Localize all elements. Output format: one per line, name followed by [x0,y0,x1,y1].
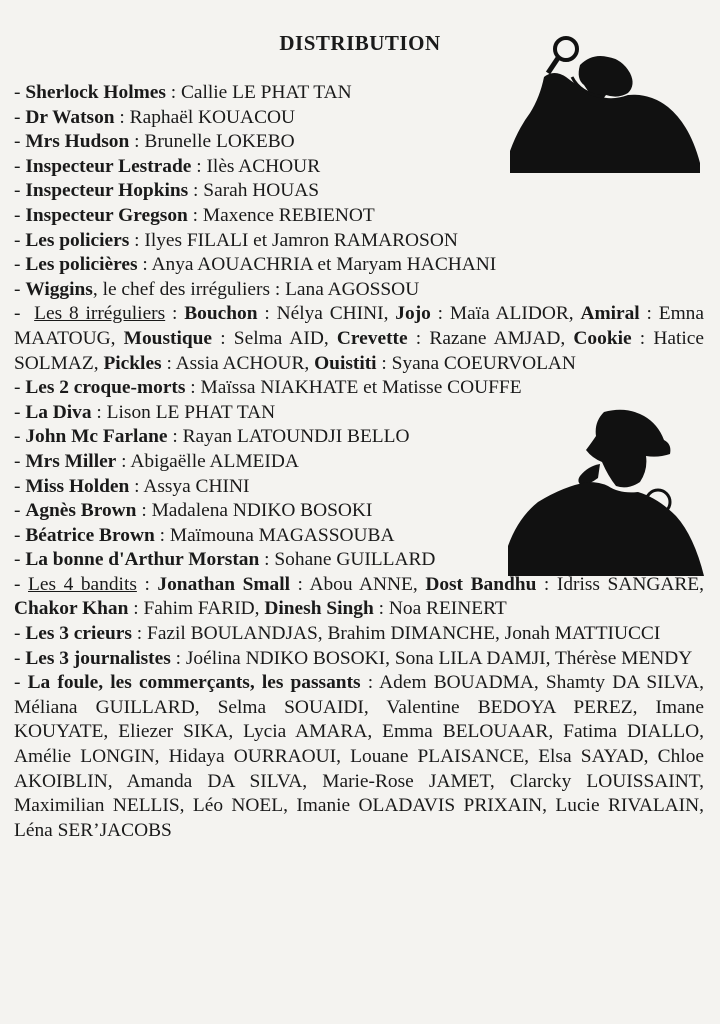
actor-names: Madalena NDIKO BOSOKI [151,500,373,522]
role-name: La Diva [25,401,92,423]
actor-names: Ilès ACHOUR [206,155,321,177]
cast-entry: - Mrs Hudson : Brunelle LOKEBO [14,131,295,153]
role-name: Inspecteur Gregson [25,204,188,226]
actor-names: Anya AOUACHRIA et Maryam HACHANI [151,254,497,276]
actor-names: Fazil BOULANDJAS, Brahim DIMANCHE, Jonah MATTIUCCI [147,623,661,645]
cast-entry: - Les 3 journalistes : Joélina NDIKO BOSOKI, Sona LILA DAMJI, Thérèse MENDY [14,647,693,669]
actor-names: Callie LE PHAT TAN [180,82,352,103]
cast-entry: - Inspecteur Gregson : Maxence REBIENOT [14,204,375,226]
actor-names: Sarah HOUAS [203,180,320,202]
actor-names: Maxence REBIENOT [202,204,375,226]
actor-names: Raphaël KOUACOU [129,106,296,128]
cast-entry: - Sherlock Holmes : Callie LE PHAT TAN [14,82,352,103]
cast-entry: - Inspecteur Hopkins : Sarah HOUAS [14,180,320,202]
role-name: Sherlock Holmes [25,82,166,103]
cast-entry: - Dr Watson : Raphaël KOUACOU [14,106,296,128]
role-name: Inspecteur Lestrade [25,155,192,177]
program-page: ​ DISTRIBUTION - Sherlock Holmes : Callie LE PHAT TAN - Dr Watson : Raphaël KOUACOU - Mrs Hudson : Brunelle LOKEBO - Inspecteur Lestrade : Ilès ACHOUR - Inspecteur Hopkins : Sarah HOUAS - Inspecteur Gregson : Maxence REBIENOT - Les policiers : Ilyes FILALI et Jamron RAMAROSON - Les policières : Anya AOUACHRIA et Maryam HACHANI - Wiggins, le chef des irréguliers : Lana AGOSSOU - Les 8 irréguliers : Bouchon : Nélya CHINI, Jojo : Maïa ALIDOR, Amiral : Emna MAATOUG, Moustique : Selma AID, Crevette : Razane AMJAD, Cookie : Hatice SOLMAZ, Pickles : Assia ACHOUR, Ouistiti : Syana COEURVOLAN - Les 2 croque-morts : Maïssa NIAKHATE et Matisse COUFFE - La Diva : Lison LE PHAT TAN - John Mc Farlane : Rayan LATOUNDJI BELLO - Mrs Miller : Abigaëlle ALMEIDA - Miss Holden : Assya CHINI - Agnès Brown : Madalena NDIKO BOSOKI - Béatrice Brown : Maïmouna MAGASSOUBA - La bonne d'Arthur Morstan : Sohane GUILLARD - Les 4 bandits : Jonathan Small : Abou ANNE, Dost Bandhu : Idriss SANGARE, Chakor Khan : Fahim FARID, Dinesh Singh : Noa REINERT - Les 3 crieurs : Fazil BOULANDJAS, Brahim DIMANCHE, Jonah MATTIUCCI - Les 3 journalistes : Joélina NDIKO BOSOKI, Sona LILA DAMJI, Thérèse MENDY - La foule, les commerçants, les passants : Adem BOUADMA, Shamty DA SILVA, Méliana GUILLARD, Selma SOUAIDI, Valentine BEDOYA PEREZ, Imane KOUYATE, Eliezer SIKA, Lycia AMARA, Emma BELOUAAR, Fatima DIALLO, Amélie LONGIN, Hidaya OURRAOUI, Louane PLAISANCE, Elsa SAYAD, Chloe AKOIBLIN, Amanda DA SILVA, Marie-Rose JAMET, Clarcky LOUISSAINT, Maximilian NELLIS, Léo NOEL, Imanie OLADAVIS PRIXAIN, Lucie RIVALAIN, Léna SER’JACOBS [0,0,720,1024]
cast-list [14,81,704,843]
actor-names: Joélina NDIKO BOSOKI, Sona LILA DAMJI, Thérèse MENDY [185,647,693,669]
bandits-entry: - Les 4 bandits : Jonathan Small : Abou ANNE, Dost Bandhu : Idriss SANGARE, Chakor Khan : Fahim FARID, Dinesh Singh : Noa REINERT [14,573,704,620]
role-name: Béatrice Brown [25,524,155,546]
actor-names: Rayan LATOUNDJI BELLO [182,426,410,448]
role-name: Agnès Brown [25,500,137,522]
cast-entry: - Wiggins, le chef des irréguliers : Lana AGOSSOU [14,278,420,300]
actor-names: Lison LE PHAT TAN [106,401,276,423]
role-name: Les 2 croque-morts [25,377,186,399]
role-name: Les 3 crieurs [25,623,132,645]
role-name: Inspecteur Hopkins [25,180,189,202]
cast-entry: - Agnès Brown : Madalena NDIKO BOSOKI [14,500,373,522]
role-name: Les policières [25,254,138,276]
actor-names: Sohane GUILLARD [274,549,436,571]
actor-names: Abigaëlle ALMEIDA [130,450,299,472]
role-name: La foule, les commerçants, les passants [27,672,361,694]
cast-entry: - Béatrice Brown : Maïmouna MAGASSOUBA [14,524,395,546]
role-name: Mrs Hudson [25,131,130,153]
cast-entry: - La Diva : Lison LE PHAT TAN [14,401,276,423]
role-name: La bonne d'Arthur Morstan [25,549,260,571]
cast-entry: - Miss Holden : Assya CHINI [14,475,250,497]
cast-entry: - Les 3 crieurs : Fazil BOULANDJAS, Brahim DIMANCHE, Jonah MATTIUCCI [14,623,661,645]
role-name: Les 3 journalistes [25,647,171,669]
cast-entry: - Les policiers : Ilyes FILALI et Jamron RAMAROSON [14,229,458,251]
cast-entry: - Mrs Miller : Abigaëlle ALMEIDA [14,450,299,472]
cast-entry: - Les policières : Anya AOUACHRIA et Maryam HACHANI [14,254,497,276]
role-name: Dr Watson [25,106,115,128]
actor-names: Maïssa NIAKHATE et Matisse COUFFE [200,377,522,399]
actor-names: Ilyes FILALI et Jamron RAMAROSON [144,229,458,251]
irreguliers-entry: - Les 8 irréguliers : Bouchon : Nélya CHINI, Jojo : Maïa ALIDOR, Amiral : Emna MAATOUG, Moustique : Selma AID, Crevette : Razane AMJAD, Cookie : Hatice SOLMAZ, Pickles : Assia ACHOUR, Ouistiti : Syana COEURVOLAN [14,303,704,374]
cast-entry: - La foule, les commerçants, les passants : Adem BOUADMA, Shamty DA SILVA, Méliana GUILLARD, Selma SOUAIDI, Valentine BEDOYA PEREZ, Imane KOUYATE, Eliezer SIKA, Lycia AMARA, Emma BELOUAAR, Fatima DIALLO, Amélie LONGIN, Hidaya OURRAOUI, Louane PLAISANCE, Elsa SAYAD, Chloe AKOIBLIN, Amanda DA SILVA, Marie-Rose JAMET, Clarcky LOUISSAINT, Maximilian NELLIS, Léo NOEL, Imanie OLADAVIS PRIXAIN, Lucie RIVALAIN, Léna SER’JACOBS [14,672,704,841]
role-name: Mrs Miller [25,450,117,472]
role-name: John Mc Farlane [25,426,168,448]
actor-names: le chef des irréguliers : Lana AGOSSOU [102,278,420,300]
actor-names: Brunelle LOKEBO [144,131,295,153]
cast-entry: - La bonne d'Arthur Morstan : Sohane GUILLARD [14,549,436,571]
role-name: Les policiers [25,229,130,251]
cast-entry: - John Mc Farlane : Rayan LATOUNDJI BELLO [14,426,410,448]
page-title: DISTRIBUTION [279,31,441,55]
actor-names: Assya CHINI [143,475,250,497]
role-name: Wiggins [25,278,93,300]
cast-entry: - Inspecteur Lestrade : Ilès ACHOUR [14,155,321,177]
group-label: Les 8 irréguliers [34,303,166,325]
actor-names: Maïmouna MAGASSOUBA [169,524,395,546]
role-name: Miss Holden [25,475,130,497]
actor-names: Adem BOUADMA, Shamty DA SILVA, Méliana GUILLARD, Selma SOUAIDI, Valentine BEDOYA PEREZ, Imane KOUYATE, Eliezer SIKA, Lycia AMARA, Emma BELOUAAR, Fatima DIALLO, Amélie LONGIN, Hidaya OURRAOUI, Louane PLAISANCE, Elsa SAYAD, Chloe AKOIBLIN, Amanda DA SILVA, Marie-Rose JAMET, Clarcky LOUISSAINT, Maximilian NELLIS, Léo NOEL, Imanie OLADAVIS PRIXAIN, Lucie RIVALAIN, Léna SER’JACOBS [14,672,704,841]
cast-entry: - Les 2 croque-morts : Maïssa NIAKHATE et Matisse COUFFE [14,377,522,399]
group-label: Les 4 bandits [28,573,137,595]
